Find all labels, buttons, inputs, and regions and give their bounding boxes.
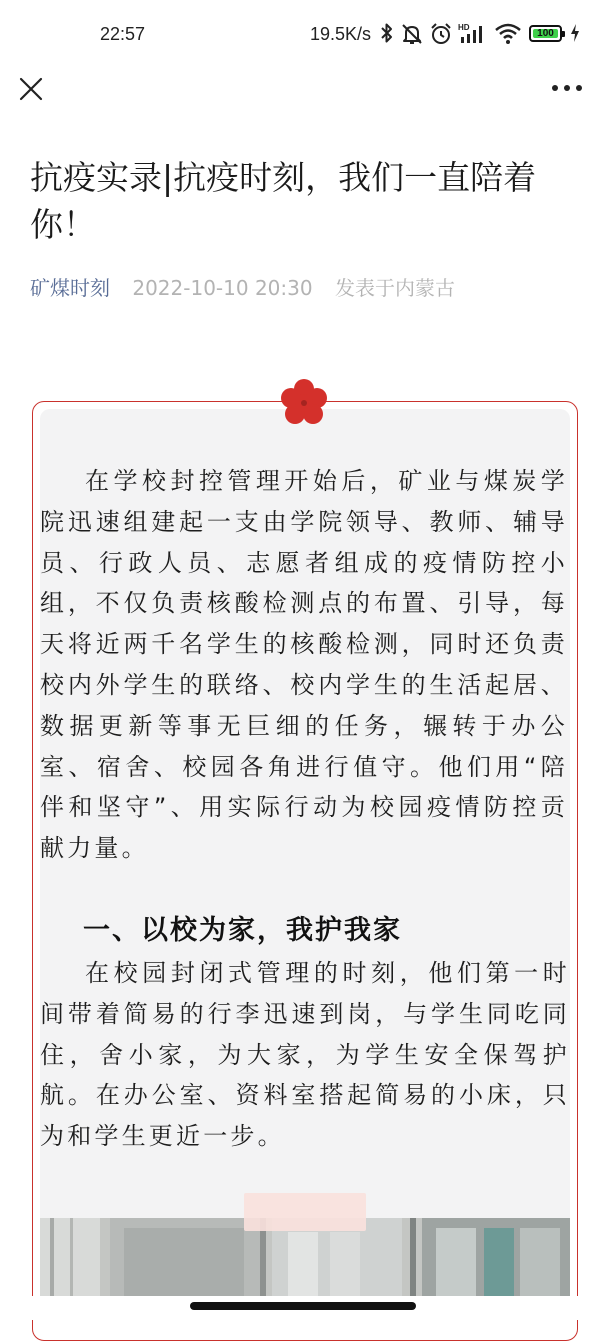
- battery-tip: [562, 31, 565, 37]
- more-dots-icon[interactable]: [550, 80, 584, 96]
- article-paragraph-1: 在学校封控管理开始后，矿业与煤炭学院迅速组建起一支由学院领导、教师、辅导员、行政人员、志愿者组成的疫情防控小组，不仅负责核酸检测点的布置、引导，每天将近两千名学生的核酸检测，同时还负责校内外学生的联络、校内学生的生活起居、数据更新等事无巨细的任务，辗转于办公室、宿舍、校园各角进行值守。他们用“陪伴和坚守”、用实际行动为校园疫情防控贡献力量。: [40, 467, 568, 863]
- battery-level: 100: [533, 29, 558, 38]
- mute-bell-icon: [400, 22, 424, 46]
- bluetooth-icon: [380, 22, 394, 44]
- article-paragraph-2: 在校园封闭式管理的时刻，他们第一时间带着简易的行李迅速到岗，与学生同吃同住，舍小家，为大家，为学生安全保驾护航。在办公室、资料室搭起简易的小床，只为和学生更近一步。: [40, 959, 570, 1151]
- photo-label-band: [244, 1193, 366, 1231]
- article-meta: [30, 272, 455, 301]
- network-speed: 19.5K/s: [310, 24, 372, 44]
- hd-signal-icon: [458, 22, 488, 46]
- battery-icon: [529, 25, 562, 42]
- article-location: 发表于内蒙古: [334, 276, 455, 300]
- article-source-link[interactable]: 矿煤时刻: [30, 276, 110, 300]
- red-flower-icon: [276, 375, 332, 431]
- gesture-nav-bar[interactable]: [190, 1302, 416, 1310]
- wifi-icon: [494, 22, 522, 46]
- article-date: 2022-10-10 20:30: [132, 276, 313, 300]
- alarm-icon: [429, 22, 453, 46]
- article-title: 抗疫实录|抗疫时刻，我们一直陪着你！: [30, 158, 537, 244]
- close-icon[interactable]: [14, 72, 48, 106]
- status-time: 22:57: [100, 24, 146, 44]
- status-bar: [0, 0, 609, 66]
- svg-text:HD: HD: [458, 23, 470, 32]
- section-heading: 一、以校为家，我护我家: [83, 915, 402, 946]
- charging-icon: [569, 22, 581, 44]
